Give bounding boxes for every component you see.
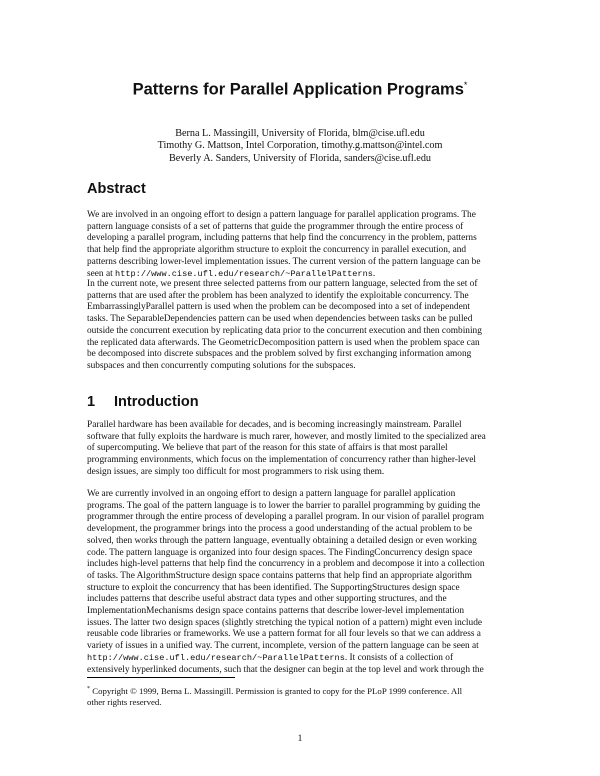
text-line: pattern language consists of a set of patterns that guide the programmer through the entire process of xyxy=(87,221,464,232)
author-line: Timothy G. Mattson, Intel Corporation, timothy.g.mattson@intel.com xyxy=(157,140,443,152)
text-line: patterns that are used after the problem has been analyzed to identify the exploitable concurrency. The xyxy=(87,290,469,301)
text-line: of supercomputing. We believe that part of the reason for this state of affairs is that most parallel xyxy=(87,443,448,454)
text-line: extensively hyperlinked documents, such that the designer can begin at the top level and work through the xyxy=(87,664,484,675)
text-line: issues. The latter two design spaces (slightly stretching the typical notion of a pattern) might even include xyxy=(87,617,483,628)
text-line: tasks. The SeparableDependencies pattern can be used when dependencies between tasks can be pulled xyxy=(87,314,473,325)
text-line: We are currently involved in an ongoing effort to design a pattern language for parallel application xyxy=(87,489,456,499)
text-fragment: seen at xyxy=(87,268,116,279)
text-line: outside the concurrent execution by replicating data prior to the concurrent execution and then combining xyxy=(87,325,482,336)
text-line: patterns describing lower-level implementation issues. The current version of the pattern language can be xyxy=(87,256,481,267)
text-line: In the current note, we present three selected patterns from our pattern language, selected from the set of xyxy=(87,279,478,289)
text-line: programmer through the entire process of developing a parallel program. In our vision of parallel program xyxy=(87,512,484,523)
text-line: development, the programmer brings into the process a good understanding of the actual problem to be xyxy=(87,524,473,535)
author-line: Berna L. Massingill, University of Florida, blm@cise.ufl.edu xyxy=(175,128,425,139)
text-fragment: . It consists of a collection of xyxy=(344,652,454,663)
text-fragment: . xyxy=(372,268,376,279)
text-line: solved, then works through the pattern language, eventually obtaining a detailed design or even working xyxy=(87,535,477,546)
text-line: Parallel hardware has been available for decades, and is becoming increasingly mainstream. Parallel xyxy=(87,420,462,430)
intro-paragraph-2 xyxy=(87,489,513,676)
footnote-line: Copyright © 1999, Berna L. Massingill. Permission is granted to copy for the PLoP 1999 conference. All xyxy=(90,685,463,696)
text-line: includes high-level patterns that help find the concurrency in a problem and decompose it into a collection xyxy=(87,559,485,570)
text-line: includes patterns that describe useful abstract data types and other supporting structures, and the xyxy=(87,594,447,605)
text-line: subspaces and then concurrently computing solutions for the subspaces. xyxy=(87,360,356,371)
pattern-language-url-link[interactable]: http://www.cise.ufl.edu/research/~ParallelPatterns xyxy=(87,652,345,663)
author-line: Beverly A. Sanders, University of Florida, sanders@cise.ufl.edu xyxy=(168,152,432,164)
section-title: Introduction xyxy=(114,394,199,410)
abstract-paragraph-1 xyxy=(87,210,513,280)
page-number: 1 xyxy=(297,734,303,744)
text-line: software that fully exploits the hardware is much rarer, however, and mostly limited to the specialized area xyxy=(87,431,486,442)
text-line: We are involved in an ongoing effort to design a pattern language for parallel application programs. The xyxy=(87,210,476,220)
text-line: code. The pattern language is organized into four design spaces. The FindingConcurrency design space xyxy=(87,547,473,558)
text-line: EmbarrassinglyParallel pattern is used when the problem can be decomposed into a set of independent xyxy=(87,302,470,313)
paper-title xyxy=(0,80,600,100)
paper-title-text: Patterns for Parallel Application Programs xyxy=(132,80,464,99)
intro-paragraph-1 xyxy=(87,420,513,479)
text-line: programs. The goal of the pattern language is to lower the barrier to parallel programming by guiding the xyxy=(87,500,481,511)
text-line: ImplementationMechanisms design space contains patterns that describe lower-level implementation xyxy=(87,606,465,617)
copyright-footnote xyxy=(87,684,513,708)
footnote-line: other rights reserved. xyxy=(87,696,162,707)
text-line: structure to exploit the concurrency that has been identified. The SupportingStructures design space xyxy=(87,582,460,593)
text-line: that help find the appropriate algorithm structure to exploit the concurrency in parallel execution, and xyxy=(87,245,467,256)
text-line: design issues, are simply too difficult for most programmers to risk using them. xyxy=(87,466,385,477)
footnote-separator xyxy=(87,677,235,678)
author-block xyxy=(0,128,600,165)
title-footnote-mark: * xyxy=(463,80,468,90)
text-line: variety of issues in a unified way. The current, incomplete, version of the pattern language can be seen at xyxy=(87,641,479,652)
pattern-language-url-link[interactable]: http://www.cise.ufl.edu/research/~ParallelPatterns xyxy=(115,268,373,279)
text-line: developing a parallel program, including patterns that help find the concurrency in the problem, patterns xyxy=(87,233,477,244)
text-line: the replicated data afterwards. The GeometricDecomposition pattern is used when the problem space can xyxy=(87,337,480,348)
text-line: of tasks. The AlgorithmStructure design space contains patterns that help find an appropriate algorithm xyxy=(87,570,472,581)
section-number: 1 xyxy=(87,394,96,410)
abstract-paragraph-2 xyxy=(87,279,513,373)
text-line: be decomposed into discrete subspaces and the problem solved by first exchanging information among xyxy=(87,349,472,360)
text-line: programming environments, which focus on the implementation of concurrency rather than higher-level xyxy=(87,455,477,466)
abstract-heading: Abstract xyxy=(87,181,146,197)
section-heading-introduction xyxy=(87,394,199,410)
text-line: reusable code libraries or frameworks. We use a pattern format for all four levels so that we can address a xyxy=(87,629,481,640)
text-line xyxy=(87,653,513,665)
footnote-mark: * xyxy=(87,686,90,692)
